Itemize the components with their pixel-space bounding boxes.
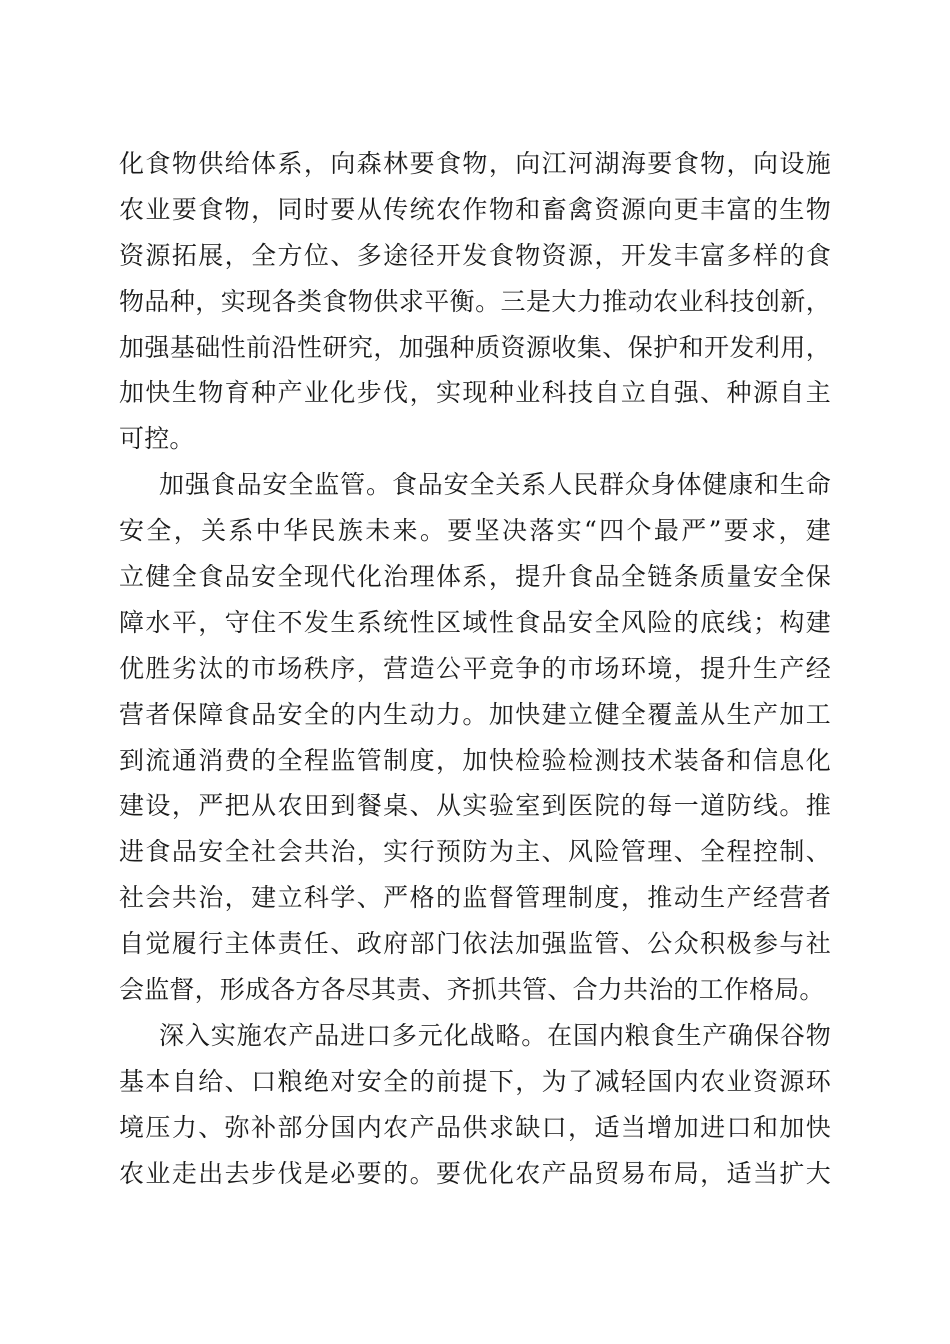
text-line: 基本自给、口粮绝对安全的前提下，为了减轻国内农业资源环 — [119, 1066, 831, 1096]
text-line: 立健全食品安全现代化治理体系，提升食品全链条质量安全保 — [119, 562, 831, 592]
text-line: 优胜劣汰的市场秩序，营造公平竞争的市场环境，提升生产经 — [119, 653, 831, 683]
text-line: 加强食品安全监管。食品安全关系人民群众身体健康和生命 — [159, 470, 831, 500]
text-line: 社会共治，建立科学、严格的监督管理制度，推动生产经营者 — [119, 883, 831, 913]
text-line: 会监督，形成各方各尽其责、齐抓共管、合力共治的工作格局。 — [119, 975, 825, 1005]
text-line: 资源拓展，全方位、多途径开发食物资源，开发丰富多样的食 — [119, 240, 831, 270]
text-line: 物品种，实现各类食物供求平衡。三是大力推动农业科技创新， — [119, 286, 831, 316]
text-line: 自觉履行主体责任、政府部门依法加强监管、公众积极参与社 — [119, 929, 831, 959]
text-line: 到流通消费的全程监管制度，加快检验检测技术装备和信息化 — [119, 745, 831, 775]
text-line: 营者保障食品安全的内生动力。加快建立健全覆盖从生产加工 — [119, 699, 831, 729]
document-body — [119, 141, 831, 1196]
text-line: 化食物供给体系，向森林要食物，向江河湖海要食物，向设施 — [119, 149, 831, 178]
text-line: 可控。 — [119, 424, 195, 454]
text-line: 加强基础性前沿性研究，加强种质资源收集、保护和开发利用， — [119, 332, 831, 362]
text-line: 加快生物育种产业化步伐，实现种业科技自立自强、种源自主 — [119, 378, 831, 408]
text-line: 障水平，守住不发生系统性区域性食品安全风险的底线；构建 — [119, 607, 831, 637]
text-line: 农业走出去步伐是必要的。要优化农产品贸易布局，适当扩大 — [119, 1158, 831, 1188]
text-line: 境压力、弥补部分国内农产品供求缺口，适当增加进口和加快 — [119, 1112, 831, 1142]
text-line: 安全，关系中华民族未来。要坚决落实“四个最严”要求，建 — [119, 516, 831, 546]
text-line: 农业要食物，同时要从传统农作物和畜禽资源向更丰富的生物 — [119, 194, 831, 224]
text-line: 进食品安全社会共治，实行预防为主、风险管理、全程控制、 — [119, 837, 831, 867]
text-line: 深入实施农产品进口多元化战略。在国内粮食生产确保谷物 — [159, 1020, 831, 1050]
text-line: 建设，严把从农田到餐桌、从实验室到医院的每一道防线。推 — [119, 791, 831, 821]
